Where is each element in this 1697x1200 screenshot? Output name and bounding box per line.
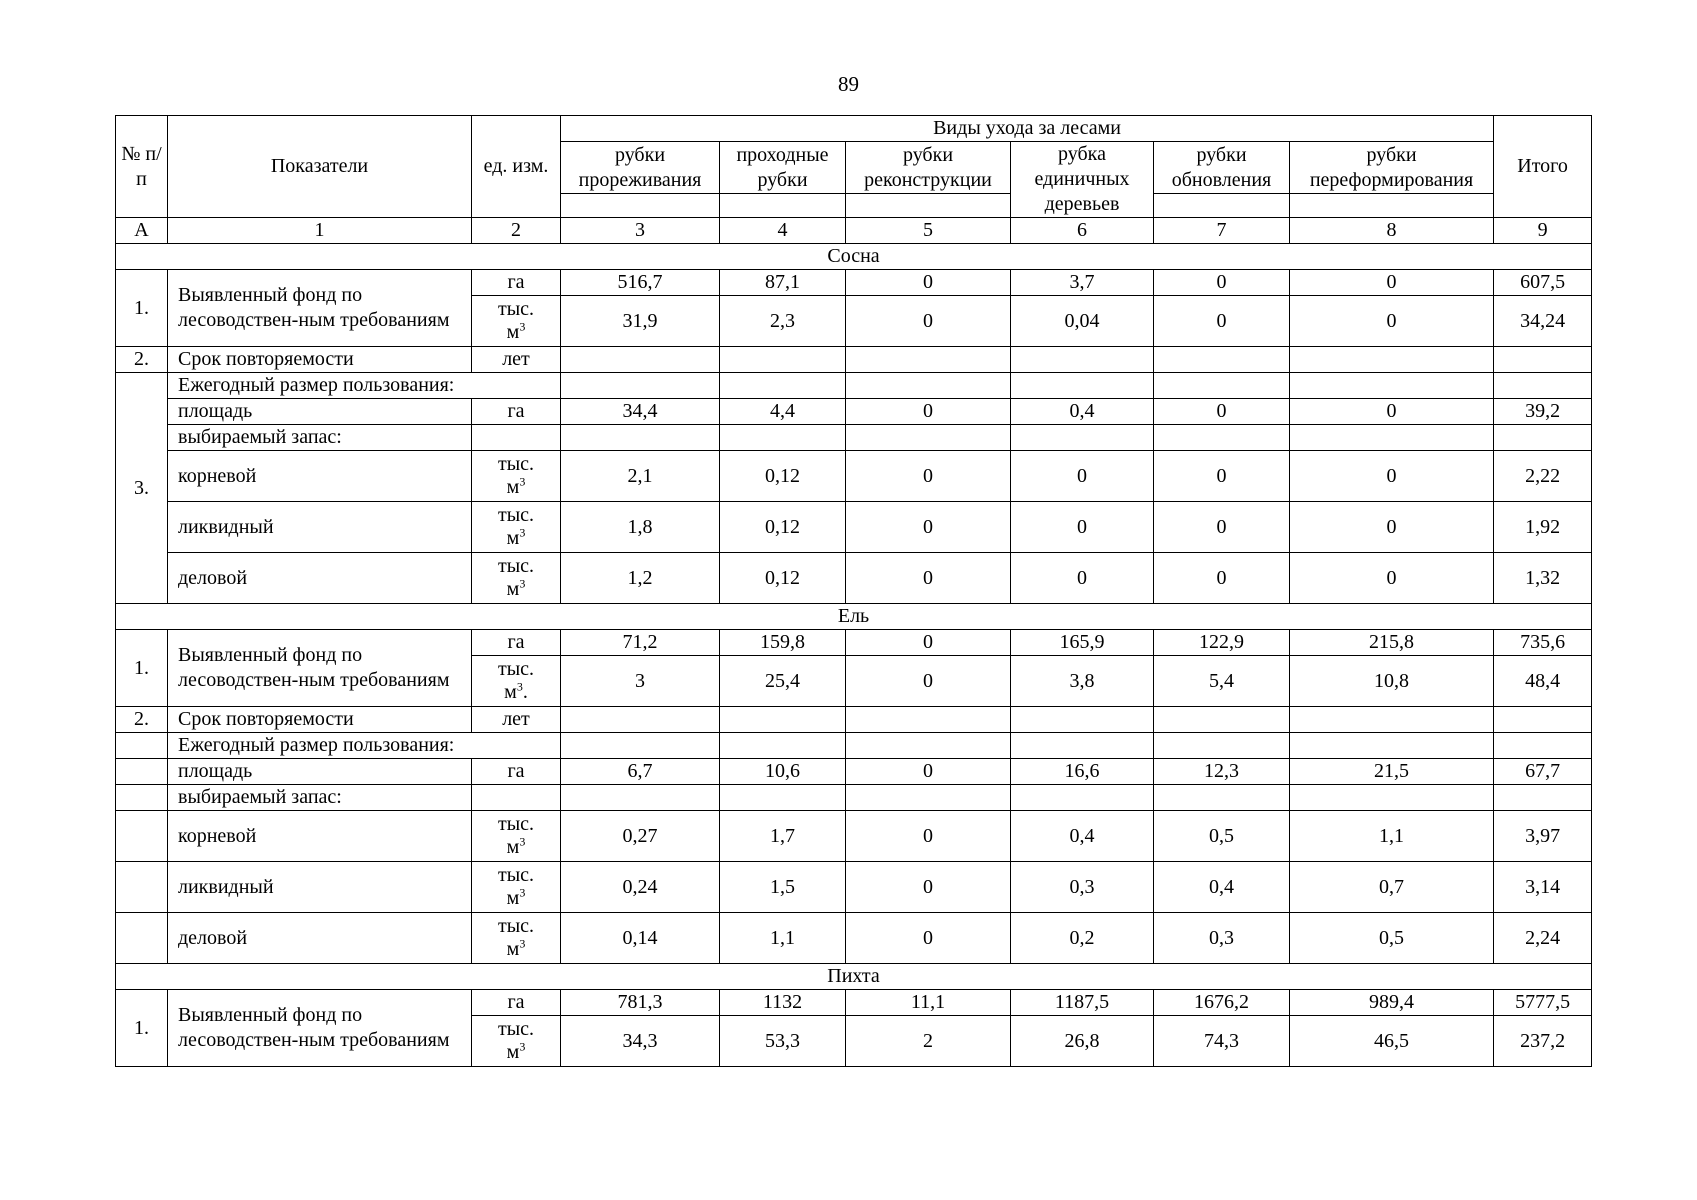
row-number-empty xyxy=(116,733,168,759)
liquid-cell: 0,12 xyxy=(720,502,846,553)
unit-ha: га xyxy=(472,990,561,1016)
business-row xyxy=(116,553,1592,604)
unit-years: лет xyxy=(472,347,561,373)
fund-ha-cell: 1187,5 xyxy=(1011,990,1154,1016)
liquid-cell: 0,7 xyxy=(1290,862,1494,913)
empty-cell xyxy=(1290,785,1494,811)
fund-m3-cell: 3,8 xyxy=(1011,656,1154,707)
fund-m3-cell: 2,3 xyxy=(720,296,846,347)
empty-cell xyxy=(1290,373,1494,399)
fund-m3-cell: 0 xyxy=(1154,296,1290,347)
unit-cube: 3 xyxy=(519,1039,526,1054)
header-type-3: рубки реконструкции xyxy=(846,142,1011,194)
empty-cell xyxy=(1154,425,1290,451)
empty-cell xyxy=(561,425,720,451)
business-cell: 0 xyxy=(1011,553,1154,604)
unit-m3 xyxy=(472,656,561,707)
fund-m3-cell: 53,3 xyxy=(720,1016,846,1067)
forest-care-table xyxy=(115,115,1592,1067)
header-type-3-pad xyxy=(846,194,1011,218)
empty-cell xyxy=(561,373,720,399)
empty-cell xyxy=(720,425,846,451)
unit-ha: га xyxy=(472,399,561,425)
unit-m: м xyxy=(506,836,520,858)
area-cell: 12,3 xyxy=(1154,759,1290,785)
empty-cell xyxy=(846,785,1011,811)
area-cell: 34,4 xyxy=(561,399,720,425)
business-cell: 0 xyxy=(1154,553,1290,604)
business-cell: 0,5 xyxy=(1290,913,1494,964)
empty-cell xyxy=(846,425,1011,451)
unit-m: м xyxy=(506,527,520,549)
liquid-cell: 1,92 xyxy=(1494,502,1592,553)
unit-m: м xyxy=(504,681,517,703)
root-cell: 0,4 xyxy=(1011,811,1154,862)
liquid-label: ликвидный xyxy=(168,862,472,913)
empty-cell xyxy=(1494,347,1592,373)
fund-m3-cell: 0 xyxy=(1290,296,1494,347)
header-type-1-pad xyxy=(561,194,720,218)
root-cell: 0 xyxy=(1011,451,1154,502)
business-cell: 1,2 xyxy=(561,553,720,604)
liquid-row xyxy=(116,502,1592,553)
section-row xyxy=(116,964,1592,990)
empty-cell xyxy=(1290,733,1494,759)
liquid-cell: 0,4 xyxy=(1154,862,1290,913)
fund-ha-cell: 1132 xyxy=(720,990,846,1016)
root-cell: 0,27 xyxy=(561,811,720,862)
empty-cell xyxy=(1011,733,1154,759)
row-number-empty xyxy=(116,862,168,913)
root-cell: 1,1 xyxy=(1290,811,1494,862)
unit-cube: 3 xyxy=(519,576,526,591)
fund-ha-cell: 0 xyxy=(1290,270,1494,296)
unit-thous: тыс. xyxy=(497,813,535,835)
section-row xyxy=(116,604,1592,630)
fund-ha-cell: 0 xyxy=(1154,270,1290,296)
fund-m3-cell: 34,3 xyxy=(561,1016,720,1067)
empty-cell xyxy=(561,347,720,373)
liquid-label: ликвидный xyxy=(168,502,472,553)
area-row xyxy=(116,759,1592,785)
area-cell: 10,6 xyxy=(720,759,846,785)
fund-row-ha xyxy=(116,630,1592,656)
fund-m3-cell: 2 xyxy=(846,1016,1011,1067)
empty-cell xyxy=(1290,425,1494,451)
num-col-8: 8 xyxy=(1290,218,1494,244)
liquid-cell: 0 xyxy=(1290,502,1494,553)
fund-m3-cell: 10,8 xyxy=(1290,656,1494,707)
num-col-a: А xyxy=(116,218,168,244)
empty-cell xyxy=(720,347,846,373)
annual-row xyxy=(116,373,1592,399)
row-number: 2. xyxy=(116,707,168,733)
empty-cell xyxy=(1494,733,1592,759)
header-type-2: проходные рубки xyxy=(720,142,846,194)
business-cell: 1,1 xyxy=(720,913,846,964)
unit-cube: 3 xyxy=(519,936,526,951)
liquid-cell: 3,14 xyxy=(1494,862,1592,913)
header-col-no: № п/п xyxy=(116,116,168,218)
business-cell: 0,2 xyxy=(1011,913,1154,964)
empty-cell xyxy=(1290,347,1494,373)
area-cell: 6,7 xyxy=(561,759,720,785)
num-col-4: 4 xyxy=(720,218,846,244)
fund-ha-cell: 159,8 xyxy=(720,630,846,656)
root-row xyxy=(116,451,1592,502)
fund-ha-cell: 735,6 xyxy=(1494,630,1592,656)
unit-cube: 3 xyxy=(519,474,526,489)
unit-dot: . xyxy=(522,681,528,703)
header-type-6: рубки переформирования xyxy=(1290,142,1494,194)
root-cell: 0 xyxy=(1290,451,1494,502)
empty-cell xyxy=(1494,373,1592,399)
liquid-cell: 0,3 xyxy=(1011,862,1154,913)
fund-m3-cell: 34,24 xyxy=(1494,296,1592,347)
empty-cell xyxy=(561,707,720,733)
period-row xyxy=(116,347,1592,373)
liquid-row xyxy=(116,862,1592,913)
empty-cell xyxy=(846,373,1011,399)
area-row xyxy=(116,399,1592,425)
unit-m: м xyxy=(506,321,520,343)
section-title: Сосна xyxy=(116,244,1592,270)
root-cell: 0,5 xyxy=(1154,811,1290,862)
header-type-1: рубки прореживания xyxy=(561,142,720,194)
fund-ha-cell: 607,5 xyxy=(1494,270,1592,296)
business-cell: 0 xyxy=(846,913,1011,964)
unit-ha: га xyxy=(472,759,561,785)
row-number-empty xyxy=(116,759,168,785)
fund-m3-cell: 31,9 xyxy=(561,296,720,347)
liquid-cell: 0 xyxy=(1154,502,1290,553)
num-col-2: 2 xyxy=(472,218,561,244)
fund-m3-cell: 74,3 xyxy=(1154,1016,1290,1067)
root-cell: 3,97 xyxy=(1494,811,1592,862)
section-row xyxy=(116,244,1592,270)
fund-ha-cell: 122,9 xyxy=(1154,630,1290,656)
num-col-1: 1 xyxy=(168,218,472,244)
unit-m3 xyxy=(472,862,561,913)
empty-cell xyxy=(1011,707,1154,733)
empty-cell xyxy=(846,347,1011,373)
root-row xyxy=(116,811,1592,862)
empty-cell xyxy=(846,707,1011,733)
stock-label: выбираемый запас: xyxy=(168,785,472,811)
row-number: 2. xyxy=(116,347,168,373)
empty-cell xyxy=(1494,707,1592,733)
liquid-cell: 1,5 xyxy=(720,862,846,913)
fund-m3-cell: 48,4 xyxy=(1494,656,1592,707)
root-cell: 1,7 xyxy=(720,811,846,862)
unit-m: м xyxy=(506,1041,520,1063)
fund-ha-cell: 87,1 xyxy=(720,270,846,296)
header-group-title: Виды ухода за лесами xyxy=(561,116,1494,142)
fund-m3-cell: 237,2 xyxy=(1494,1016,1592,1067)
fund-ha-cell: 0 xyxy=(846,270,1011,296)
empty-cell xyxy=(1011,425,1154,451)
unit-m3 xyxy=(472,913,561,964)
num-col-5: 5 xyxy=(846,218,1011,244)
fund-m3-cell: 26,8 xyxy=(1011,1016,1154,1067)
liquid-cell: 0 xyxy=(846,862,1011,913)
page-number: 89 xyxy=(838,72,859,96)
row-number-empty xyxy=(116,811,168,862)
unit-m: м xyxy=(506,578,520,600)
root-cell: 0 xyxy=(1154,451,1290,502)
root-label: корневой xyxy=(168,451,472,502)
business-cell: 0,12 xyxy=(720,553,846,604)
business-cell: 0 xyxy=(1290,553,1494,604)
num-col-9: 9 xyxy=(1494,218,1592,244)
fund-m3-cell: 3 xyxy=(561,656,720,707)
unit-m: м xyxy=(506,938,520,960)
unit-m3 xyxy=(472,811,561,862)
row-number: 1. xyxy=(116,270,168,347)
root-cell: 0 xyxy=(846,811,1011,862)
area-cell: 0 xyxy=(1290,399,1494,425)
fund-row-ha xyxy=(116,990,1592,1016)
fund-m3-cell: 46,5 xyxy=(1290,1016,1494,1067)
area-cell: 21,5 xyxy=(1290,759,1494,785)
header-type-5: рубки обновления xyxy=(1154,142,1290,194)
business-cell: 0 xyxy=(846,553,1011,604)
business-cell: 2,24 xyxy=(1494,913,1592,964)
fund-row-ha xyxy=(116,270,1592,296)
liquid-cell: 0 xyxy=(846,502,1011,553)
root-cell: 0,12 xyxy=(720,451,846,502)
fund-m3-cell: 0 xyxy=(846,656,1011,707)
liquid-cell: 0 xyxy=(1011,502,1154,553)
annual-row xyxy=(116,733,1592,759)
row-number: 3. xyxy=(116,373,168,604)
annual-label: Ежегодный размер пользования: xyxy=(168,733,561,759)
unit-m3 xyxy=(472,451,561,502)
root-cell: 2,22 xyxy=(1494,451,1592,502)
header-col-total: Итого xyxy=(1494,116,1592,218)
liquid-cell: 1,8 xyxy=(561,502,720,553)
fund-m3-cell: 0 xyxy=(846,296,1011,347)
fund-ha-cell: 0 xyxy=(846,630,1011,656)
row-number-empty xyxy=(116,785,168,811)
empty-cell xyxy=(1011,373,1154,399)
empty-cell xyxy=(1494,425,1592,451)
empty-cell xyxy=(720,373,846,399)
liquid-cell: 0,24 xyxy=(561,862,720,913)
unit-thous: тыс. xyxy=(497,504,535,526)
empty-cell xyxy=(1290,707,1494,733)
numbering-row xyxy=(116,218,1592,244)
unit-cube: 3 xyxy=(519,834,526,849)
unit-thous: тыс. xyxy=(497,864,535,886)
fund-ha-cell: 11,1 xyxy=(846,990,1011,1016)
unit-m3 xyxy=(472,296,561,347)
fund-ha-cell: 516,7 xyxy=(561,270,720,296)
business-label: деловой xyxy=(168,913,472,964)
unit-cube: 3 xyxy=(516,679,523,694)
unit-cube: 3 xyxy=(519,525,526,540)
fund-ha-cell: 215,8 xyxy=(1290,630,1494,656)
fund-ha-cell: 989,4 xyxy=(1290,990,1494,1016)
unit-m: м xyxy=(506,476,520,498)
fund-m3-cell: 0,04 xyxy=(1011,296,1154,347)
business-cell: 0,3 xyxy=(1154,913,1290,964)
empty-cell xyxy=(1154,733,1290,759)
empty-cell xyxy=(720,733,846,759)
area-label: площадь xyxy=(168,759,472,785)
header-type-2-pad xyxy=(720,194,846,218)
fund-m3-cell: 25,4 xyxy=(720,656,846,707)
empty-cell xyxy=(1154,373,1290,399)
row-number: 1. xyxy=(116,990,168,1067)
fund-label: Выявленный фонд по лесоводствен-ным требованиям xyxy=(168,270,472,347)
root-label: корневой xyxy=(168,811,472,862)
stock-row xyxy=(116,785,1592,811)
root-cell: 2,1 xyxy=(561,451,720,502)
unit-cube: 3 xyxy=(519,885,526,900)
business-cell: 1,32 xyxy=(1494,553,1592,604)
unit-ha: га xyxy=(472,630,561,656)
unit-thous: тыс. xyxy=(497,298,535,320)
fund-label: Выявленный фонд по лесоводствен-ным требованиям xyxy=(168,990,472,1067)
fund-ha-cell: 781,3 xyxy=(561,990,720,1016)
empty-cell xyxy=(1154,347,1290,373)
num-col-6: 6 xyxy=(1011,218,1154,244)
fund-ha-cell: 5777,5 xyxy=(1494,990,1592,1016)
empty-cell xyxy=(1494,785,1592,811)
stock-row xyxy=(116,425,1592,451)
period-row xyxy=(116,707,1592,733)
fund-m3-cell: 5,4 xyxy=(1154,656,1290,707)
section-title: Ель xyxy=(116,604,1592,630)
fund-ha-cell: 1676,2 xyxy=(1154,990,1290,1016)
empty-cell xyxy=(561,785,720,811)
empty-cell xyxy=(1011,347,1154,373)
unit-years: лет xyxy=(472,707,561,733)
area-cell: 67,7 xyxy=(1494,759,1592,785)
unit-thous: тыс. xyxy=(497,915,535,937)
num-col-7: 7 xyxy=(1154,218,1290,244)
area-cell: 4,4 xyxy=(720,399,846,425)
empty-cell xyxy=(846,733,1011,759)
fund-label: Выявленный фонд по лесоводствен-ным требованиям xyxy=(168,630,472,707)
business-row xyxy=(116,913,1592,964)
unit-m3 xyxy=(472,1016,561,1067)
area-cell: 16,6 xyxy=(1011,759,1154,785)
unit-m3 xyxy=(472,553,561,604)
unit-thous: тыс. xyxy=(497,453,535,475)
area-label: площадь xyxy=(168,399,472,425)
empty-cell xyxy=(720,707,846,733)
header-col-unit: ед. изм. xyxy=(472,116,561,218)
header-type-5-pad xyxy=(1154,194,1290,218)
row-number: 1. xyxy=(116,630,168,707)
header-col-indicators: Показатели xyxy=(168,116,472,218)
unit-m: м xyxy=(506,887,520,909)
fund-ha-cell: 3,7 xyxy=(1011,270,1154,296)
unit-m3 xyxy=(472,502,561,553)
section-title: Пихта xyxy=(116,964,1592,990)
root-cell: 0 xyxy=(846,451,1011,502)
empty-cell xyxy=(720,785,846,811)
annual-label: Ежегодный размер пользования: xyxy=(168,373,561,399)
fund-ha-cell: 165,9 xyxy=(1011,630,1154,656)
unit-thous: тыс. xyxy=(497,1018,535,1040)
area-cell: 0 xyxy=(846,759,1011,785)
unit-thous: тыс. xyxy=(497,658,535,680)
unit-cube: 3 xyxy=(519,319,526,334)
business-label: деловой xyxy=(168,553,472,604)
fund-ha-cell: 71,2 xyxy=(561,630,720,656)
row-number-empty xyxy=(116,913,168,964)
num-col-3: 3 xyxy=(561,218,720,244)
unit-thous: тыс. xyxy=(497,555,535,577)
area-cell: 0 xyxy=(1154,399,1290,425)
stock-label: выбираемый запас: xyxy=(168,425,472,451)
empty-cell xyxy=(1011,785,1154,811)
period-label: Срок повторяемости xyxy=(168,707,472,733)
business-cell: 0,14 xyxy=(561,913,720,964)
header-type-6-pad xyxy=(1290,194,1494,218)
period-label: Срок повторяемости xyxy=(168,347,472,373)
empty-cell xyxy=(1154,707,1290,733)
area-cell: 0,4 xyxy=(1011,399,1154,425)
header-type-4: рубка единичных деревьев xyxy=(1011,142,1154,218)
empty-cell xyxy=(561,733,720,759)
area-cell: 39,2 xyxy=(1494,399,1592,425)
area-cell: 0 xyxy=(846,399,1011,425)
empty-cell xyxy=(472,785,561,811)
unit-ha: га xyxy=(472,270,561,296)
empty-cell xyxy=(1154,785,1290,811)
empty-cell xyxy=(472,425,561,451)
